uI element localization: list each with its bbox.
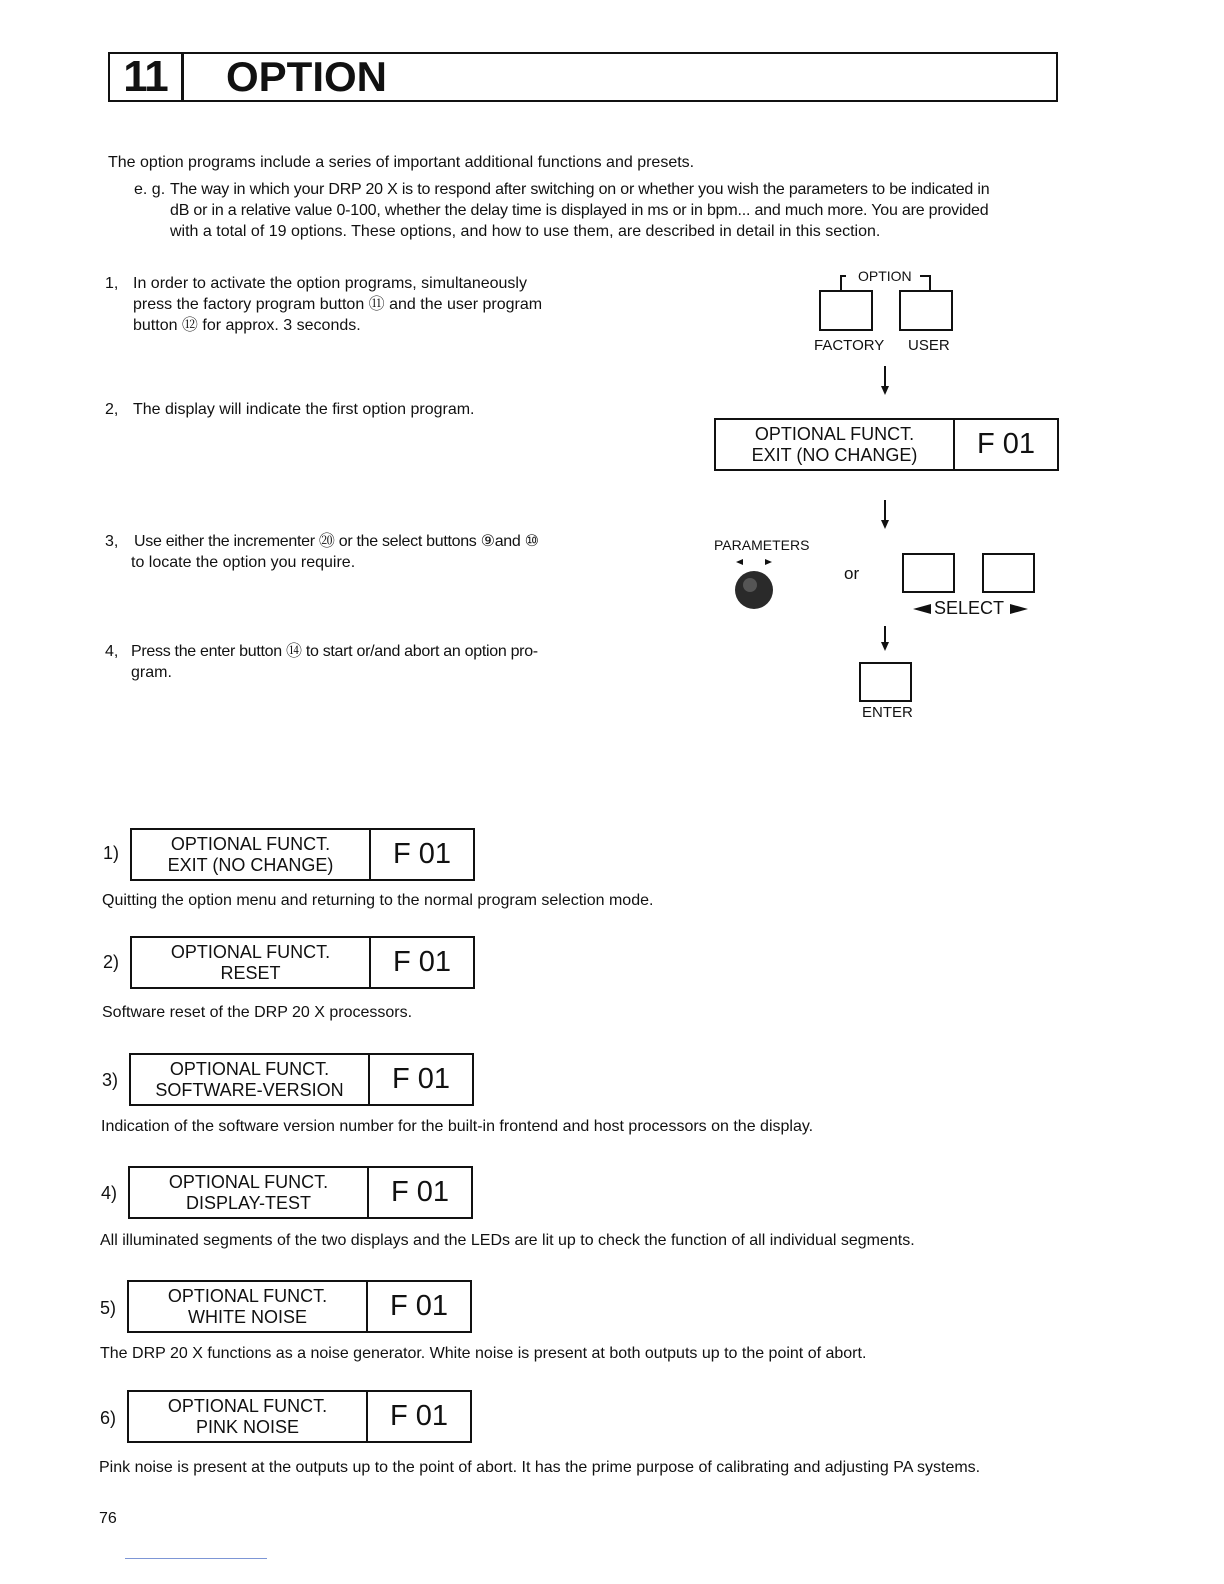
step-1-line-1: In order to activate the option programs, simultaneously [133,275,527,292]
option-1-number: 1) [103,843,120,863]
option-5-line-1: OPTIONAL FUNCT. [167,1285,328,1306]
option-1-line-1: OPTIONAL FUNCT. [170,833,331,854]
option-2-display [130,936,475,989]
option-3-line-2: SOFTWARE-VERSION [155,1079,344,1100]
select-label: SELECT [934,598,1005,618]
chapter-number: 11 [110,52,184,102]
option-6-description: Pink noise is present at the outputs up to the point of abort. It has the prime purpose of calibrating and adjusting PA systems. [99,1459,981,1476]
intro-paragraph: The option programs include a series of important additional functions and presets. [108,154,695,171]
option-5-line-2: WHITE NOISE [187,1306,307,1327]
step-4-line-2: gram. [131,664,172,681]
step-2-line-1: The display will indicate the first option program. [133,401,475,418]
step-4-number: 4, [105,643,119,660]
option-4-line-2: DISPLAY-TEST [185,1192,312,1213]
option-6-code: F 01 [389,1400,449,1432]
option-2-description: Software reset of the DRP 20 X processors. [102,1004,413,1021]
option-3-description: Indication of the software version number for the built-in frontend and host processors on the display. [101,1118,814,1135]
option-5-description: The DRP 20 X functions as a noise generator. White noise is present at both outputs up to the point of abort. [100,1345,867,1362]
option-2-line-2: RESET [220,962,281,983]
step-3-number: 3, [105,533,119,550]
example-prefix: e. g. [134,181,166,198]
step-1-line-3: button ⑫ for approx. 3 seconds. [133,317,361,334]
option-2-number: 2) [103,952,120,972]
parameters-label: PARAMETERS [714,537,810,553]
option-4-line-1: OPTIONAL FUNCT. [168,1171,329,1192]
arrow-down-icon [884,366,886,388]
option-1-display [130,828,475,881]
step-1-line-2: press the factory program button ⑪ and the user program [133,296,543,313]
option-6-number: 6) [100,1408,117,1428]
incrementer-knob[interactable] [734,556,778,616]
example-line-2: dB or in a relative value 0-100, whether the delay time is displayed in ms or in bpm... and much more. You are provided [170,202,989,219]
user-button[interactable] [899,290,953,331]
option-1-line-2: EXIT (NO CHANGE) [167,854,334,875]
option-4-description: All illuminated segments of the two displays and the LEDs are lit up to check the function of all individual segments. [100,1232,915,1249]
enter-button[interactable] [859,662,912,702]
step-4-line-1: Press the enter button ⑭ to start or/and abort an option pro- [131,643,538,660]
option-3-code: F 01 [391,1063,451,1095]
option-5-display [127,1280,472,1333]
enter-label: ENTER [862,704,913,721]
display-line-1: OPTIONAL FUNCT. [754,423,915,444]
display-line-2: EXIT (NO CHANGE) [751,444,918,465]
option-6-line-1: OPTIONAL FUNCT. [167,1395,328,1416]
select-right-button[interactable] [982,553,1035,593]
option-4-code: F 01 [390,1176,450,1208]
step-3-line-2: to locate the option you require. [131,554,356,571]
option-3-line-1: OPTIONAL FUNCT. [169,1058,330,1079]
footer-rule [125,1558,267,1559]
arrowhead-icon [881,386,889,395]
option-2-code: F 01 [392,946,452,978]
example-line-3: with a total of 19 options. These options, and how to use them, are described in detail in this section. [170,223,881,240]
option-6-line-2: PINK NOISE [195,1416,300,1437]
step-1-number: 1, [105,275,119,292]
arrowhead-icon [881,642,889,651]
factory-label: FACTORY [814,337,885,354]
option-1-code: F 01 [392,838,452,870]
select-left-button[interactable] [902,553,955,593]
or-label: or [844,564,860,583]
option-4-number: 4) [101,1183,118,1203]
display-code: F 01 [976,428,1036,460]
step-2-number: 2, [105,401,119,418]
select-right-arrow-icon [1009,602,1029,616]
option-2-line-1: OPTIONAL FUNCT. [170,941,331,962]
option-3-display [129,1053,474,1106]
example-line-1: The way in which your DRP 20 X is to respond after switching on or whether you wish the parameters to be indicated in [170,181,990,198]
option-label: OPTION [858,268,912,284]
select-left-arrow-icon [912,602,932,616]
page-number: 76 [99,1510,117,1527]
option-1-description: Quitting the option menu and returning to the normal program selection mode. [102,892,654,909]
arrow-down-icon [884,500,886,522]
factory-button[interactable] [819,290,873,331]
option-3-number: 3) [102,1070,119,1090]
step-3-line-1: Use either the incrementer ⑳ or the select buttons ⑨and ⑩ [134,533,539,550]
option-6-display [127,1390,472,1443]
option-4-display [128,1166,473,1219]
user-label: USER [908,337,950,354]
chapter-title: OPTION [226,53,388,100]
option-display [714,418,1059,471]
option-5-number: 5) [100,1298,117,1318]
option-5-code: F 01 [389,1290,449,1322]
arrowhead-icon [881,520,889,529]
